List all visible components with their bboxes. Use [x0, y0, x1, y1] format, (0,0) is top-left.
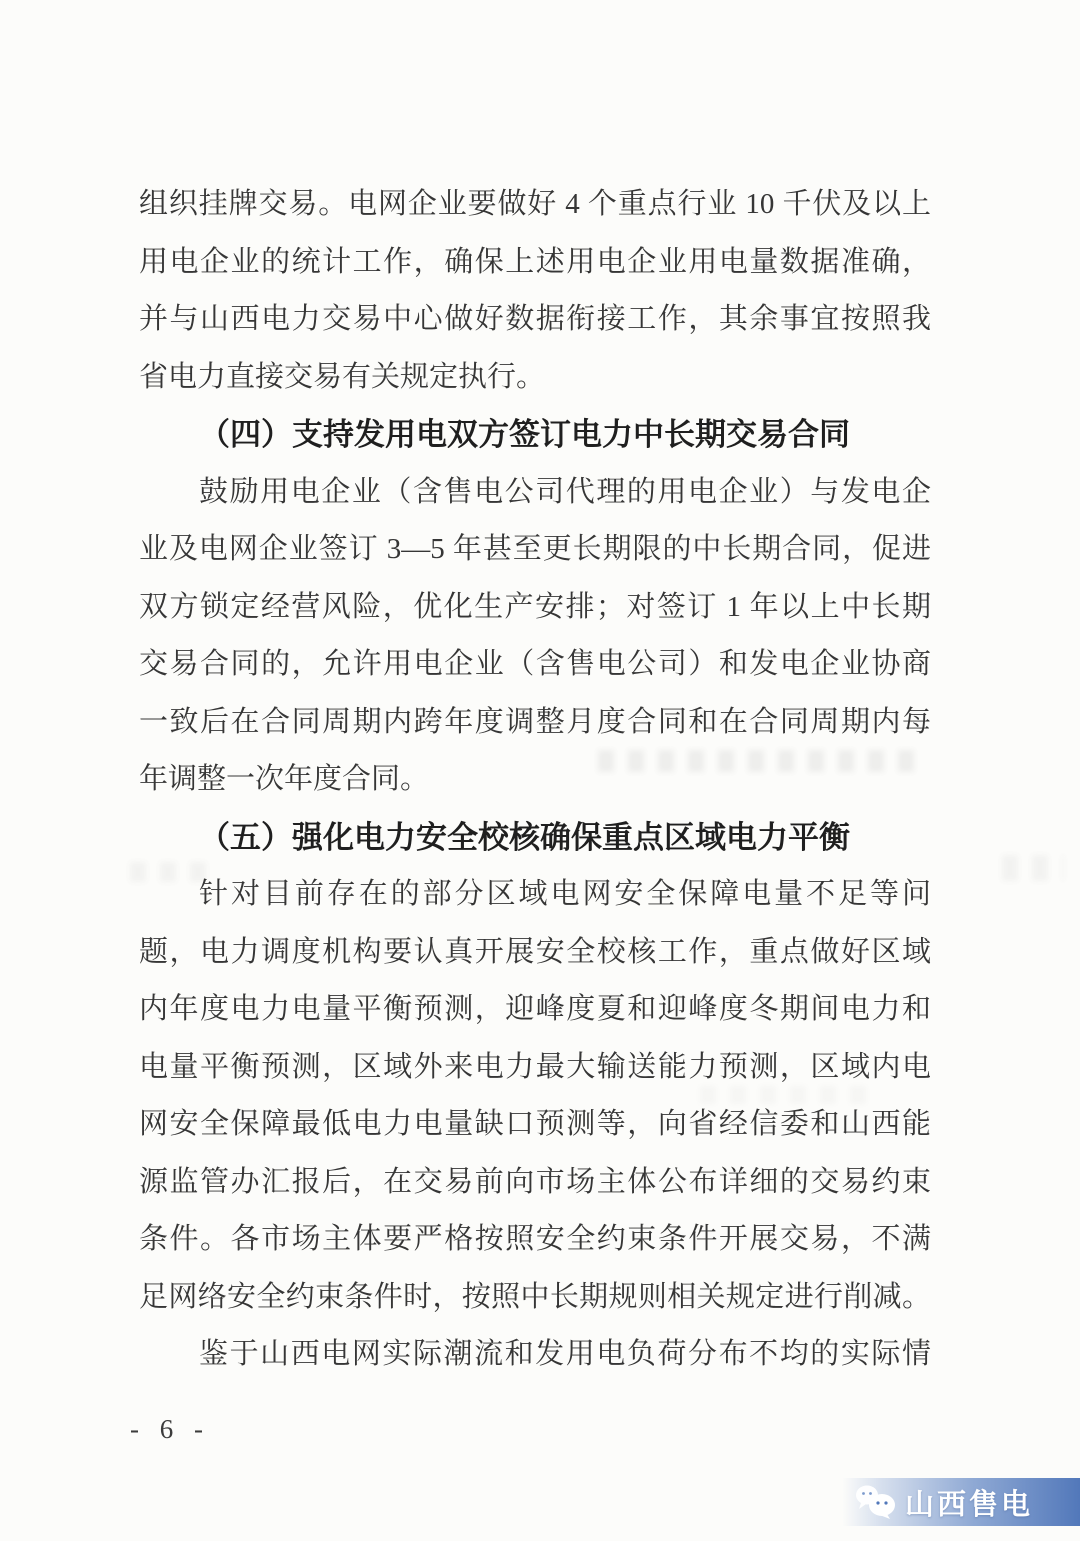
paragraph-line: 鉴于山西电网实际潮流和发用电负荷分布不均的实际情 — [199, 1338, 931, 1370]
paragraph-line: 内年度电力电量平衡预测，迎峰度夏和迎峰度冬期间电力和 — [139, 993, 931, 1025]
paragraph-line: 鼓励用电企业（含售电公司代理的用电企业）与发电企 — [199, 475, 931, 508]
paragraph-line: 针对目前存在的部分区域电网安全保障电量不足等问 — [199, 878, 931, 910]
footer-brand-label: 山西售电 — [905, 1488, 1034, 1521]
section-heading-5: （五）强化电力安全校核确保重点区域电力平衡 — [199, 819, 850, 855]
paragraph-line: 业及电网企业签订 3—5 年甚至更长期限的中长期合同，促进 — [139, 533, 931, 565]
paragraph-line: 题，电力调度机构要认真开展安全校核工作，重点做好区域 — [139, 935, 931, 968]
paragraph-line: 条件。各市场主体要严格按照安全约束条件开展交易，不满 — [139, 1223, 931, 1255]
footer-brand-ribbon — [842, 1478, 1080, 1526]
document-body — [139, 176, 931, 1384]
paragraph-line: 用电企业的统计工作，确保上述用电企业用电量数据准确， — [139, 245, 931, 278]
section-heading-4: （四）支持发用电双方签订电力中长期交易合同 — [199, 417, 850, 452]
paragraph-line: 并与山西电力交易中心做好数据衔接工作，其余事宜按照我 — [139, 303, 931, 335]
paragraph-line: 足网络安全约束条件时，按照中长期规则相关规定进行削减。 — [139, 1280, 931, 1313]
paragraph-line: 年调整一次年度合同。 — [139, 763, 430, 795]
paragraph-line: 交易合同的，允许用电企业（含售电公司）和发电企业协商 — [139, 648, 931, 680]
paragraph-line: 电量平衡预测，区域外来电力最大输送能力预测，区域内电 — [139, 1050, 931, 1083]
paragraph-line: 省电力直接交易有关规定执行。 — [139, 360, 546, 393]
paragraph-line: 源监管办汇报后，在交易前向市场主体公布详细的交易约束 — [139, 1165, 931, 1198]
scan-artifact — [1002, 855, 1064, 881]
paragraph-line: 网安全保障最低电力电量缺口预测等，向省经信委和山西能 — [139, 1108, 931, 1140]
wechat-icon — [854, 1484, 898, 1520]
page-number: - 6 - — [130, 1414, 210, 1444]
paragraph-line: 组织挂牌交易。电网企业要做好 4 个重点行业 10 千伏及以上 — [139, 188, 931, 220]
paragraph-line: 一致后在合同周期内跨年度调整月度合同和在合同周期内每 — [139, 705, 931, 738]
paragraph-line: 双方锁定经营风险，优化生产安排；对签订 1 年以上中长期 — [139, 590, 931, 623]
